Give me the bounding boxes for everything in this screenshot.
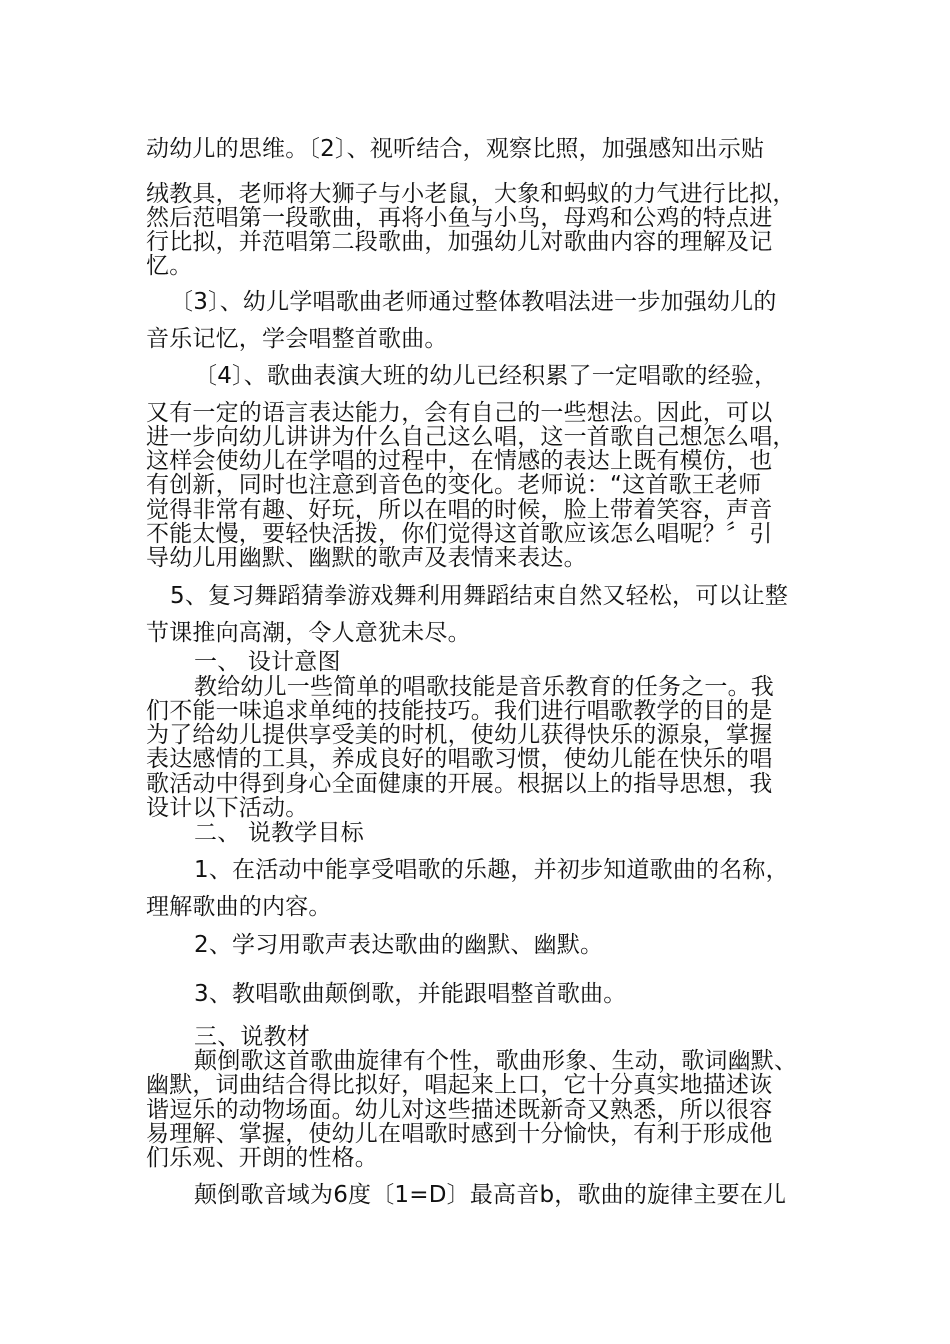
- text-line: 〔3〕、幼儿学唱歌曲老师通过整体教唱法进一步加强幼儿的: [170, 289, 777, 315]
- section-heading: 三、说教材: [194, 1024, 310, 1050]
- text-line: 又有一定的语言表达能力，会有自己的一些想法。因此，可以: [146, 400, 773, 426]
- text-line: 音乐记忆，学会唱整首歌曲。: [146, 326, 448, 352]
- text-line: 1、在活动中能享受唱歌的乐趣，并初步知道歌曲的名称，: [194, 857, 789, 883]
- text-line: 然后范唱第一段歌曲，再将小鱼与小鸟，母鸡和公鸡的特点进: [146, 205, 773, 231]
- text-line: 绒教具，老师将大狮子与小老鼠，大象和蚂蚁的力气进行比拟，: [146, 181, 796, 207]
- text-line: 进一步向幼儿讲讲为什么自己这么唱，这一首歌自己想怎么唱，: [146, 424, 796, 450]
- section-heading: 一、 设计意图: [194, 649, 341, 675]
- text-line: 表达感情的工具，养成良好的唱歌习惯，使幼儿能在快乐的唱: [146, 746, 773, 772]
- text-line: 导幼儿用幽默、幽默的歌声及表情来表达。: [146, 545, 587, 571]
- text-line: 颠倒歌音域为6度〔1=D〕最高音b，歌曲的旋律主要在儿: [194, 1182, 787, 1208]
- text-line: 歌活动中得到身心全面健康的开展。根据以上的指导思想，我: [146, 771, 773, 797]
- section-heading: 二、 说教学目标: [194, 820, 364, 846]
- text-line: 幽默，词曲结合得比拟好，唱起来上口，它十分真实地描述诙: [146, 1072, 773, 1098]
- text-line: 5、复习舞蹈猜拳游戏舞利用舞蹈结束自然又轻松，可以让整: [170, 583, 789, 609]
- text-line: 为了给幼儿提供享受美的时机，使幼儿获得快乐的源泉，掌握: [146, 722, 773, 748]
- text-line: 2、学习用歌声表达歌曲的幽默、幽默。: [194, 932, 604, 958]
- text-line: 谐逗乐的动物场面。幼儿对这些描述既新奇又熟悉，所以很容: [146, 1097, 773, 1123]
- text-line: 〔4〕、歌曲表演大班的幼儿已经积累了一定唱歌的经验，: [194, 363, 778, 389]
- text-line: 这样会使幼儿在学唱的过程中，在情感的表达上既有模仿，也: [146, 448, 773, 474]
- text-line: 们不能一味追求单纯的技能技巧。我们进行唱歌教学的目的是: [146, 698, 773, 724]
- text-line: 理解歌曲的内容。: [146, 894, 332, 920]
- text-line: 颠倒歌这首歌曲旋律有个性，歌曲形象、生动，歌词幽默、: [194, 1048, 798, 1074]
- text-line: 行比拟，并范唱第二段歌曲，加强幼儿对歌曲内容的理解及记: [146, 229, 773, 255]
- text-line: 忆。: [146, 253, 193, 279]
- text-line: 们乐观、开朗的性格。: [146, 1145, 378, 1171]
- text-line: 教给幼儿一些简单的唱歌技能是音乐教育的任务之一。我: [194, 674, 774, 700]
- text-line: 3、教唱歌曲颠倒歌，并能跟唱整首歌曲。: [194, 981, 627, 1007]
- text-line: 动幼儿的思维。〔2〕、视听结合，观察比照，加强感知出示贴: [146, 136, 765, 162]
- text-line: 设计以下活动。: [146, 795, 309, 821]
- text-line: 易理解、掌握，使幼儿在唱歌时感到十分愉快，有利于形成他: [146, 1121, 773, 1147]
- text-line: 不能太慢，要轻快活拨，你们觉得这首歌应该怎么唱呢？〞引: [146, 521, 773, 547]
- text-line: 觉得非常有趣、好玩，所以在唱的时候，脸上带着笑容，声音: [146, 497, 773, 523]
- text-line: 有创新，同时也注意到音色的变化。老师说：“这首歌王老师: [146, 472, 762, 498]
- text-line: 节课推向高潮，令人意犹未尽。: [146, 620, 471, 646]
